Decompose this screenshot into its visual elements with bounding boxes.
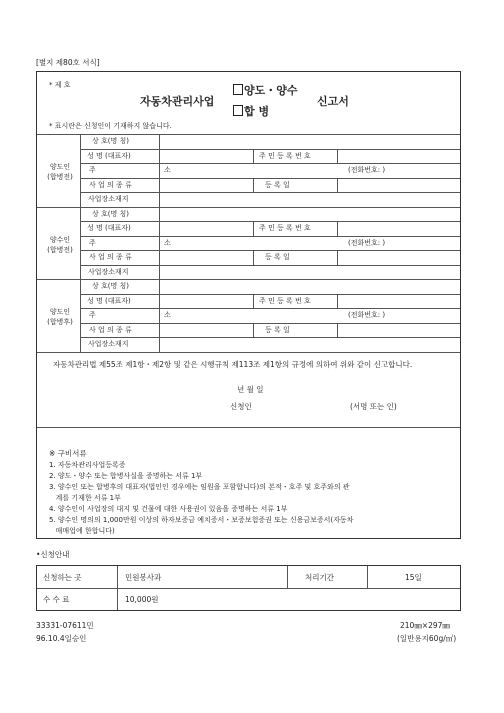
documents-heading: ※ 구비서류 [49,449,87,458]
registration-date-label: 등 록 일 [265,180,290,189]
receipt-number-field: * 제 호 [49,81,71,89]
business-location-label: 사업장소재지 [88,267,129,276]
business-location-label: 사업장소재지 [88,340,129,348]
document-item: 4. 양수인이 사업장의 대지 및 건물에 대한 사용권이 있음을 증명하는 서류 1부 [49,505,288,513]
checkbox-icon[interactable] [233,105,243,116]
fee-value: 10,000원 [125,595,159,604]
form-number-label: [별지 제80호 서식] [36,58,100,67]
name-label: 성 명 (대표자) [87,151,131,160]
document-item: 계를 기재한 서류 1부 [49,494,121,502]
document-item: 1. 자동차관리사업등록증 [49,461,126,469]
document-item: 2. 양도・양수 또는 합병사실을 증명하는 서류 1부 [49,472,203,480]
resident-number-label: 주 민 등 록 번 호 [259,151,311,160]
phone-field[interactable]: (전화번호: ) [348,166,386,174]
option-merger-label: 합 병 [244,105,270,118]
registration-date-label: 등 록 일 [265,325,290,334]
approval-date: 96.10.4일승인 [36,634,87,643]
trade-name-label: 상 호(명 칭) [92,209,129,218]
address-label-end: 소 [164,311,171,319]
phone-field[interactable]: (전화번호: ) [348,238,386,247]
form-title-suffix: 신고서 [317,95,349,108]
section-group-label: 양도인 (합병후) [47,308,73,327]
address-label-end: 소 [164,166,171,174]
resident-number-label: 주 민 등 록 번 호 [259,224,311,232]
document-item: 매매업에 한합니다) [49,527,115,535]
address-label: 주 [89,238,96,247]
fee-label: 수 수 료 [43,595,70,604]
guide-heading: •신청안내 [36,550,70,559]
business-type-label: 사 업 의 종 류 [89,180,132,189]
option-merger[interactable] [233,105,269,117]
registration-date-label: 등 록 일 [265,253,290,261]
option-transfer-label: 양도・양수 [244,84,298,97]
business-location-label: 사업장소재지 [88,195,129,203]
name-label: 성 명 (대표자) [87,296,131,305]
trade-name-label: 상 호(명 칭) [92,137,129,145]
period-label: 처리기간 [305,573,334,582]
document-item: 3. 양수인 또는 합병후의 대표자(법인인 경우에는 임원을 포함합니다)의 본적・호주 및 호주와의 관 [49,483,350,491]
place-value: 민원봉사과 [125,573,162,582]
address-label-end: 소 [164,238,171,247]
section-group-label: 양수인 (합병전) [47,235,73,254]
document-item: 5. 양수인 명의의 1,000만원 이상의 하자보증금 예치증서・보증보험증권 또는 신용금보증서(자동차 [49,516,354,524]
signature-field[interactable]: (서명 또는 인) [350,402,397,411]
report-form [36,71,461,539]
business-type-label: 사 업 의 종 류 [89,253,132,261]
checkbox-icon[interactable] [233,84,243,95]
business-type-label: 사 업 의 종 류 [89,325,132,334]
form-title: 자동차관리사업 [140,95,215,108]
phone-field[interactable]: (전화번호: ) [348,311,386,319]
notice-text: * 표시란은 신청인이 기재하지 않습니다. [49,122,172,130]
place-label: 신청하는 곳 [43,573,82,582]
paper-size: 210㎜×297㎜ [400,621,450,630]
address-label: 주 [89,166,96,174]
section-group-label: 양도인 (합병전) [47,163,73,182]
declaration-text: 자동차관리법 제55조 제1항・제2항 및 같은 시행규칙 제113조 제1항의 규정에 의하여 위와 같이 신고합니다. [53,360,413,369]
applicant-label: 신청인 [230,402,252,411]
date-field[interactable]: 년 월 일 [237,385,264,394]
trade-name-label: 상 호(명 칭) [92,282,129,290]
address-label: 주 [89,311,96,319]
name-label: 성 명 (대표자) [87,224,131,232]
paper-type: (일반용지60g/㎡) [397,634,457,643]
guide-table [36,565,461,611]
period-value: 15일 [405,573,422,582]
option-transfer[interactable] [233,84,298,96]
resident-number-label: 주 민 등 록 번 호 [259,296,311,305]
form-code: 33331-07611민 [36,621,94,630]
